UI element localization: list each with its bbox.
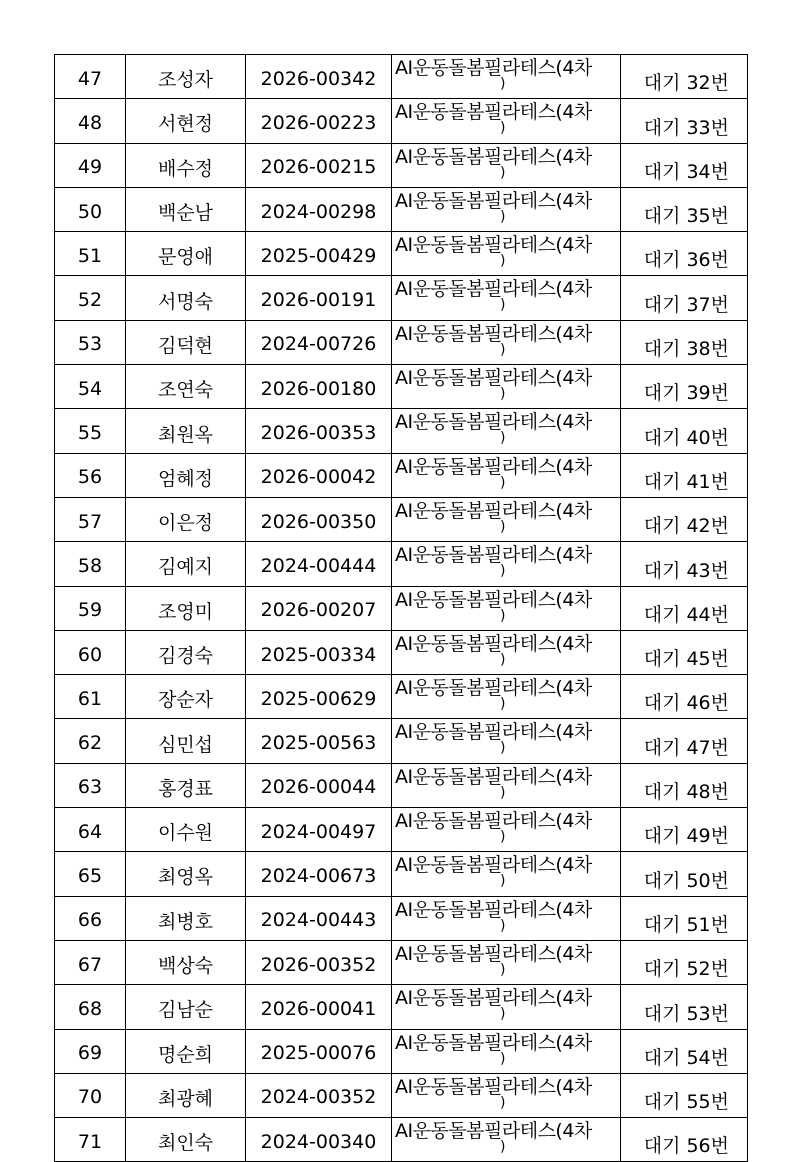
applicant-name-cell: 장순자 [126, 675, 246, 719]
program-cell [392, 940, 621, 984]
row-number-cell: 48 [55, 99, 126, 143]
program-cell [392, 542, 621, 586]
table-row [55, 232, 748, 276]
waitlist-status-cell: 대기 34번 [621, 143, 748, 187]
waitlist-status-cell: 대기 54번 [621, 1029, 748, 1073]
waitlist-status-cell: 대기 56번 [621, 1118, 748, 1162]
application-code-cell: 2026-00041 [246, 985, 392, 1029]
program-name-wrap: ) [500, 164, 505, 181]
applicant-name-cell: 김경숙 [126, 630, 246, 674]
row-number-cell: 54 [55, 365, 126, 409]
program-name-wrap: ) [500, 120, 505, 137]
table-row [55, 453, 748, 497]
program-cell [392, 365, 621, 409]
waitlist-status-cell: 대기 49번 [621, 808, 748, 852]
application-code-cell: 2025-00076 [246, 1029, 392, 1073]
application-code-cell: 2026-00044 [246, 763, 392, 807]
program-name: AI운동돌봄필라테스(4차 [395, 234, 592, 257]
program-name-wrap: ) [500, 917, 505, 934]
table-row [55, 630, 748, 674]
program-name-wrap: ) [500, 208, 505, 225]
application-code-cell: 2026-00191 [246, 276, 392, 320]
applicant-name-cell: 엄혜정 [126, 453, 246, 497]
program-cell [392, 630, 621, 674]
waitlist-status-cell: 대기 51번 [621, 896, 748, 940]
row-number-cell: 70 [55, 1073, 126, 1117]
application-code-cell: 2026-00342 [246, 55, 392, 99]
program-name: AI운동돌봄필라테스(4차 [395, 455, 592, 478]
application-code-cell: 2025-00563 [246, 719, 392, 763]
application-code-cell: 2025-00429 [246, 232, 392, 276]
row-number-cell: 60 [55, 630, 126, 674]
row-number-cell: 58 [55, 542, 126, 586]
table-row [55, 497, 748, 541]
program-cell [392, 719, 621, 763]
application-code-cell: 2026-00207 [246, 586, 392, 630]
waitlist-status-cell: 대기 39번 [621, 365, 748, 409]
program-cell [392, 320, 621, 364]
program-cell [392, 985, 621, 1029]
program-cell [392, 143, 621, 187]
application-code-cell: 2026-00353 [246, 409, 392, 453]
table-row [55, 763, 748, 807]
waitlist-status-cell: 대기 37번 [621, 276, 748, 320]
program-name: AI운동돌봄필라테스(4차 [395, 1120, 592, 1143]
program-cell [392, 497, 621, 541]
program-cell [392, 99, 621, 143]
program-name-wrap: ) [500, 1050, 505, 1067]
table-row [55, 1029, 748, 1073]
program-name-wrap: ) [500, 1094, 505, 1111]
table-row [55, 365, 748, 409]
application-code-cell: 2026-00352 [246, 940, 392, 984]
program-name: AI운동돌봄필라테스(4차 [395, 411, 592, 434]
program-cell [392, 1118, 621, 1162]
program-name: AI운동돌봄필라테스(4차 [395, 322, 592, 345]
program-name-wrap: ) [500, 386, 505, 403]
application-code-cell: 2024-00340 [246, 1118, 392, 1162]
applicant-name-cell: 조영미 [126, 586, 246, 630]
applicant-name-cell: 최광혜 [126, 1073, 246, 1117]
table-row [55, 409, 748, 453]
applicant-name-cell: 최영옥 [126, 852, 246, 896]
row-number-cell: 63 [55, 763, 126, 807]
waitlist-status-cell: 대기 36번 [621, 232, 748, 276]
waitlist-status-cell: 대기 38번 [621, 320, 748, 364]
program-cell [392, 453, 621, 497]
program-name: AI운동돌봄필라테스(4차 [395, 898, 592, 921]
applicant-name-cell: 서현정 [126, 99, 246, 143]
program-name-wrap: ) [500, 961, 505, 978]
waitlist-status-cell: 대기 50번 [621, 852, 748, 896]
program-name: AI운동돌봄필라테스(4차 [395, 544, 592, 567]
table-row [55, 276, 748, 320]
application-code-cell: 2024-00726 [246, 320, 392, 364]
applicant-name-cell: 백상숙 [126, 940, 246, 984]
program-name-wrap: ) [500, 297, 505, 314]
row-number-cell: 49 [55, 143, 126, 187]
applicant-name-cell: 조성자 [126, 55, 246, 99]
program-cell [392, 276, 621, 320]
application-code-cell: 2025-00629 [246, 675, 392, 719]
waitlist-status-cell: 대기 53번 [621, 985, 748, 1029]
program-name: AI운동돌봄필라테스(4차 [395, 367, 592, 390]
program-cell [392, 763, 621, 807]
program-name-wrap: ) [500, 563, 505, 580]
application-code-cell: 2024-00298 [246, 187, 392, 231]
row-number-cell: 62 [55, 719, 126, 763]
waitlist-status-cell: 대기 55번 [621, 1073, 748, 1117]
row-number-cell: 69 [55, 1029, 126, 1073]
program-cell [392, 232, 621, 276]
program-cell [392, 896, 621, 940]
waitlist-status-cell: 대기 44번 [621, 586, 748, 630]
program-cell [392, 1073, 621, 1117]
row-number-cell: 55 [55, 409, 126, 453]
waitlist-status-cell: 대기 33번 [621, 99, 748, 143]
program-name: AI운동돌봄필라테스(4차 [395, 1075, 592, 1098]
application-code-cell: 2024-00497 [246, 808, 392, 852]
program-name-wrap: ) [500, 430, 505, 447]
program-name-wrap: ) [500, 341, 505, 358]
application-code-cell: 2024-00444 [246, 542, 392, 586]
row-number-cell: 64 [55, 808, 126, 852]
row-number-cell: 52 [55, 276, 126, 320]
program-name: AI운동돌봄필라테스(4차 [395, 189, 592, 212]
table-row [55, 542, 748, 586]
program-name: AI운동돌봄필라테스(4차 [395, 942, 592, 965]
application-code-cell: 2024-00673 [246, 852, 392, 896]
waitlist-status-cell: 대기 35번 [621, 187, 748, 231]
program-name: AI운동돌봄필라테스(4차 [395, 854, 592, 877]
waitlist-status-cell: 대기 52번 [621, 940, 748, 984]
application-code-cell: 2026-00350 [246, 497, 392, 541]
program-name: AI운동돌봄필라테스(4차 [395, 499, 592, 522]
table-row [55, 940, 748, 984]
waitlist-status-cell: 대기 47번 [621, 719, 748, 763]
program-name: AI운동돌봄필라테스(4차 [395, 1031, 592, 1054]
program-name: AI운동돌봄필라테스(4차 [395, 278, 592, 301]
waitlist-status-cell: 대기 42번 [621, 497, 748, 541]
program-name-wrap: ) [500, 1139, 505, 1156]
row-number-cell: 68 [55, 985, 126, 1029]
program-name: AI운동돌봄필라테스(4차 [395, 145, 592, 168]
program-name: AI운동돌봄필라테스(4차 [395, 632, 592, 655]
row-number-cell: 53 [55, 320, 126, 364]
program-name: AI운동돌봄필라테스(4차 [395, 810, 592, 833]
row-number-cell: 66 [55, 896, 126, 940]
application-code-cell: 2024-00443 [246, 896, 392, 940]
program-name-wrap: ) [500, 873, 505, 890]
program-name: AI운동돌봄필라테스(4차 [395, 588, 592, 611]
table-row [55, 187, 748, 231]
application-code-cell: 2025-00334 [246, 630, 392, 674]
program-cell [392, 586, 621, 630]
table-row [55, 675, 748, 719]
waitlist-status-cell: 대기 46번 [621, 675, 748, 719]
application-code-cell: 2026-00215 [246, 143, 392, 187]
applicant-name-cell: 최병호 [126, 896, 246, 940]
table-row [55, 55, 748, 99]
program-cell [392, 55, 621, 99]
waitlist-table-body [55, 55, 748, 1162]
row-number-cell: 65 [55, 852, 126, 896]
table-row [55, 852, 748, 896]
row-number-cell: 67 [55, 940, 126, 984]
application-code-cell: 2026-00180 [246, 365, 392, 409]
row-number-cell: 71 [55, 1118, 126, 1162]
program-name-wrap: ) [500, 740, 505, 757]
row-number-cell: 56 [55, 453, 126, 497]
table-row [55, 99, 748, 143]
applicant-name-cell: 이은정 [126, 497, 246, 541]
program-name: AI운동돌봄필라테스(4차 [395, 987, 592, 1010]
table-row [55, 896, 748, 940]
row-number-cell: 51 [55, 232, 126, 276]
row-number-cell: 57 [55, 497, 126, 541]
row-number-cell: 59 [55, 586, 126, 630]
applicant-name-cell: 심민섭 [126, 719, 246, 763]
row-number-cell: 50 [55, 187, 126, 231]
program-name-wrap: ) [500, 607, 505, 624]
table-row [55, 808, 748, 852]
waitlist-status-cell: 대기 32번 [621, 55, 748, 99]
applicant-name-cell: 명순희 [126, 1029, 246, 1073]
row-number-cell: 61 [55, 675, 126, 719]
program-name-wrap: ) [500, 518, 505, 535]
program-cell [392, 187, 621, 231]
waitlist-status-cell: 대기 48번 [621, 763, 748, 807]
program-name-wrap: ) [500, 784, 505, 801]
program-cell [392, 1029, 621, 1073]
table-row [55, 719, 748, 763]
waitlist-table [54, 54, 748, 1162]
applicant-name-cell: 최원옥 [126, 409, 246, 453]
program-cell [392, 675, 621, 719]
applicant-name-cell: 조연숙 [126, 365, 246, 409]
program-name-wrap: ) [500, 1006, 505, 1023]
applicant-name-cell: 김남순 [126, 985, 246, 1029]
program-cell [392, 808, 621, 852]
program-name: AI운동돌봄필라테스(4차 [395, 57, 592, 79]
table-row [55, 985, 748, 1029]
applicant-name-cell: 문영애 [126, 232, 246, 276]
waitlist-status-cell: 대기 45번 [621, 630, 748, 674]
waitlist-status-cell: 대기 41번 [621, 453, 748, 497]
applicant-name-cell: 백순남 [126, 187, 246, 231]
program-name-wrap: ) [500, 651, 505, 668]
application-code-cell: 2026-00042 [246, 453, 392, 497]
applicant-name-cell: 서명숙 [126, 276, 246, 320]
program-name-wrap: ) [500, 829, 505, 846]
program-name: AI운동돌봄필라테스(4차 [395, 101, 592, 124]
program-name: AI운동돌봄필라테스(4차 [395, 721, 592, 744]
applicant-name-cell: 김예지 [126, 542, 246, 586]
program-name: AI운동돌봄필라테스(4차 [395, 765, 592, 788]
program-name-wrap: ) [500, 253, 505, 270]
applicant-name-cell: 최인숙 [126, 1118, 246, 1162]
table-row [55, 1118, 748, 1162]
program-name: AI운동돌봄필라테스(4차 [395, 677, 592, 700]
applicant-name-cell: 배수정 [126, 143, 246, 187]
row-number-cell: 47 [55, 55, 126, 99]
applicant-name-cell: 김덕현 [126, 320, 246, 364]
waitlist-status-cell: 대기 40번 [621, 409, 748, 453]
table-row [55, 143, 748, 187]
program-name-wrap: ) [500, 76, 505, 92]
table-row [55, 586, 748, 630]
applicant-name-cell: 이수원 [126, 808, 246, 852]
application-code-cell: 2024-00352 [246, 1073, 392, 1117]
application-code-cell: 2026-00223 [246, 99, 392, 143]
table-row [55, 320, 748, 364]
program-cell [392, 852, 621, 896]
applicant-name-cell: 홍경표 [126, 763, 246, 807]
program-name-wrap: ) [500, 474, 505, 491]
waitlist-status-cell: 대기 43번 [621, 542, 748, 586]
program-name-wrap: ) [500, 696, 505, 713]
table-row [55, 1073, 748, 1117]
program-cell [392, 409, 621, 453]
